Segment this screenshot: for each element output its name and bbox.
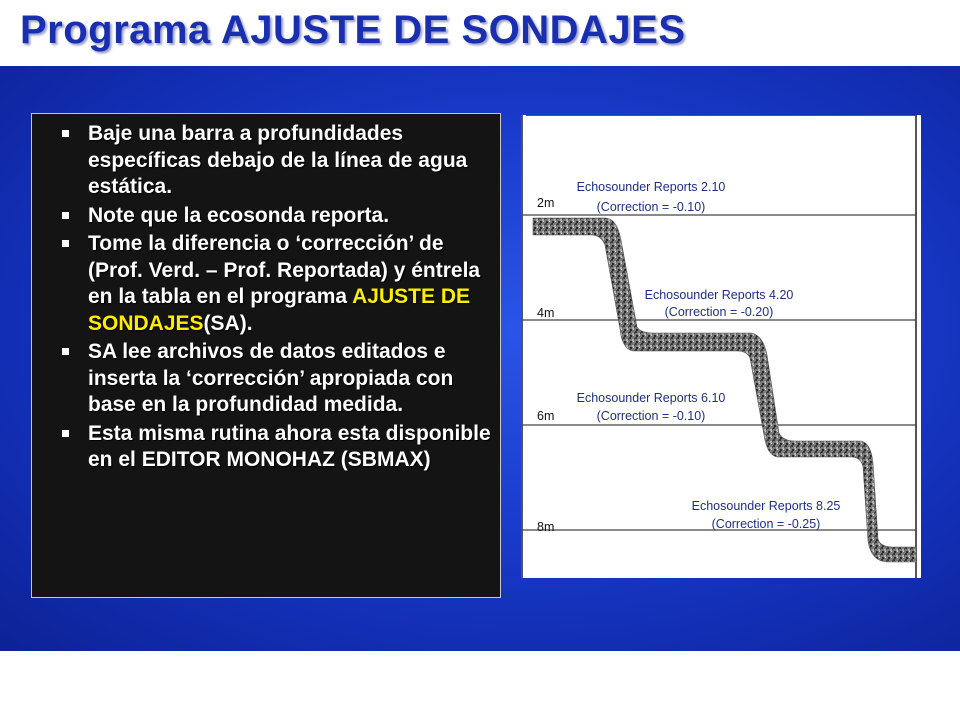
echogram-figure	[521, 115, 921, 578]
bullet-item	[52, 203, 492, 230]
correction-label: (Correction = -0.10)	[596, 409, 706, 423]
depth-label: 8m	[537, 520, 555, 534]
square-bullet-icon	[62, 348, 69, 355]
correction-label: (Correction = -0.25)	[711, 517, 821, 531]
bullet-text: Tome la diferencia o ‘corrección’ de (Prof. Verd. – Prof. Reportada) y éntrela en la tabla en el programa	[88, 232, 481, 308]
depth-label: 6m	[537, 409, 555, 423]
square-bullet-icon	[62, 240, 69, 247]
echogram-svg	[521, 115, 921, 578]
highlight-text: AJUSTE DE SONDAJES	[88, 285, 470, 335]
bullet-text: SA lee archivos de datos editados e inserta la ‘corrección’ apropiada con base en la profundidad medida.	[88, 340, 454, 416]
report-label: Echosounder Reports 4.20	[644, 288, 794, 302]
bullet-text: (SA).	[203, 311, 253, 335]
slide-title: Programa AJUSTE DE SONDAJES	[20, 8, 686, 52]
report-label: Echosounder Reports 8.25	[691, 499, 841, 513]
bullet-item	[52, 231, 492, 337]
square-bullet-icon	[62, 130, 69, 137]
title-bar	[0, 0, 960, 66]
depth-label: 4m	[537, 306, 555, 320]
correction-label: (Correction = -0.20)	[664, 305, 774, 319]
bullet-text: Esta misma rutina ahora esta disponible en el EDITOR MONOHAZ (SBMAX)	[88, 421, 491, 471]
bullet-text: Baje una barra a profundidades específicas debajo de la línea de agua estática.	[88, 122, 468, 198]
bullet-list	[32, 114, 500, 474]
square-bullet-icon	[62, 212, 69, 219]
report-label: Echosounder Reports 2.10	[576, 180, 726, 194]
square-bullet-icon	[62, 430, 69, 437]
report-label: Echosounder Reports 6.10	[576, 391, 726, 405]
correction-label: (Correction = -0.10)	[596, 200, 706, 214]
bullet-item	[52, 339, 492, 419]
bullet-item	[52, 121, 492, 201]
depth-label: 2m	[537, 196, 555, 210]
bullet-item	[52, 421, 492, 474]
bullet-text: Note que la ecosonda reporta.	[88, 203, 390, 227]
bullet-text-box	[31, 113, 501, 598]
